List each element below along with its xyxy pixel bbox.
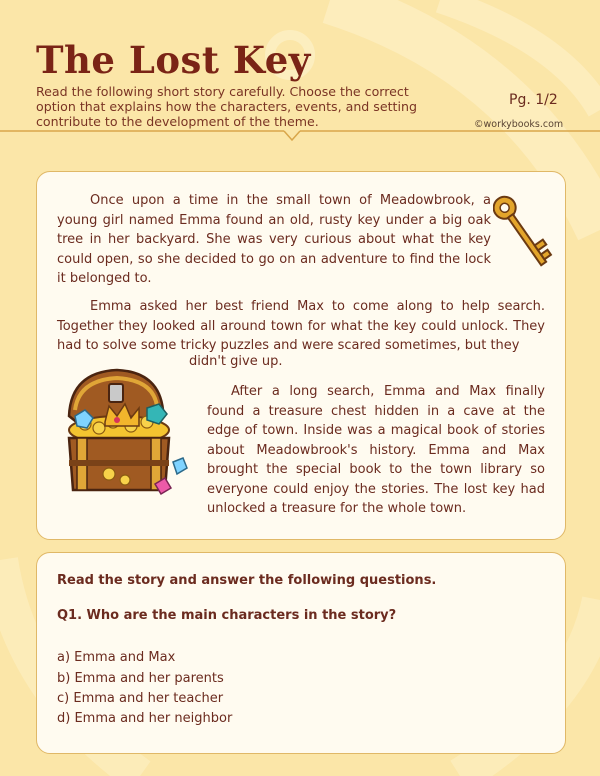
worksheet-header: [0, 0, 600, 150]
key-icon: [493, 188, 553, 280]
questions-card: [36, 552, 566, 754]
question-1: Q1. Who are the main characters in the story?: [57, 608, 397, 623]
story-paragraph-3: After a long search, Emma and Max finally found a treasure chest hidden in a cave at the edge of town. Inside was a magical book of stories about Meadowbrook's history. Emma and Max brought the special book to the town library so everyone could enjoy the stories. The lost key had unlocked a treasure for the whole town.: [207, 384, 545, 516]
story-paragraph-1: Once upon a time in the small town of Meadowbrook, a young girl named Emma found an old, rusty key under a big oak tree in her backyard. She was very curious about what the key could open, so she decided to go on an adventure to find the lock it belonged to.: [57, 193, 491, 286]
story-paragraph-2-end: didn't give up.: [189, 354, 283, 369]
option-b[interactable]: b) Emma and her parents: [57, 671, 224, 686]
story-paragraph-2: Emma asked her best friend Max to come along to help search. Together they looked all around town for what the key could unlock. They had to solve some tricky puzzles and were scared sometimes, but they: [57, 299, 545, 353]
questions-heading: Read the story and answer the following questions.: [57, 573, 437, 588]
page-number: Pg. 1/2: [509, 92, 558, 108]
treasure-chest-icon: [55, 364, 191, 496]
option-a[interactable]: a) Emma and Max: [57, 650, 176, 665]
option-d[interactable]: d) Emma and her neighbor: [57, 711, 233, 726]
header-divider: [0, 128, 600, 144]
copyright-text: ©workybooks.com: [474, 119, 564, 130]
instructions-text: Read the following short story carefully. Choose the correct option that explains how the characters, events, and setting contribute to the development of the theme.: [36, 84, 417, 129]
option-c[interactable]: c) Emma and her teacher: [57, 691, 224, 706]
page-title: The Lost Key: [36, 38, 311, 82]
story-card: [36, 171, 566, 540]
